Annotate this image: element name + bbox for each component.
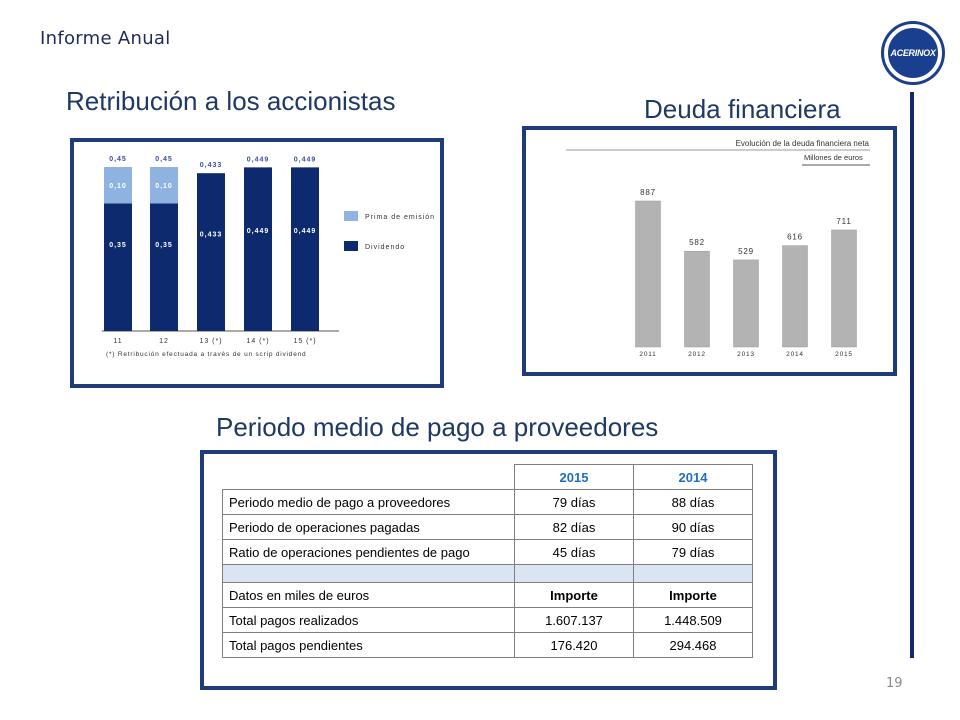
row-value-2014: 90 días — [634, 515, 753, 540]
row-label: Total pagos realizados — [223, 608, 515, 633]
legend-label-dividend: Dividendo — [365, 244, 406, 251]
prima-label: 0,10 — [109, 183, 127, 191]
row-value-2014: 79 días — [634, 540, 753, 565]
row-label: Periodo de operaciones pagadas — [223, 515, 515, 540]
dividend-label: 0,35 — [109, 241, 127, 249]
dividend-chart — [74, 142, 440, 384]
row-value-2014: 1.448.509 — [634, 608, 753, 633]
row-value-2015: 176.420 — [515, 633, 634, 658]
row-value-2014: 294.468 — [634, 633, 753, 658]
acerinox-logo — [884, 24, 942, 82]
chart-title: Evolución de la deuda financiera neta — [735, 139, 869, 148]
row-label: Datos en miles de euros — [223, 583, 515, 608]
row-value-2015: 79 días — [515, 490, 634, 515]
dividend-label: 0,449 — [293, 227, 317, 235]
value-label: 582 — [689, 238, 705, 248]
value-label: 711 — [836, 216, 852, 226]
table-spacer-row — [223, 565, 753, 583]
dividend-bar — [104, 203, 132, 331]
category-label: 2013 — [737, 351, 755, 358]
table-header-2015: 2015 — [515, 465, 634, 490]
row-label: Ratio de operaciones pendientes de pago — [223, 540, 515, 565]
row-value-2015: Importe — [515, 583, 634, 608]
category-label: 2012 — [688, 351, 706, 358]
row-label: Total pagos pendientes — [223, 633, 515, 658]
report-title: Informe Anual — [40, 28, 171, 49]
legend-swatch-dividend — [344, 241, 358, 251]
vertical-divider — [910, 92, 914, 658]
chart-footnote: (*) Retribución efectuada a través de un scrip dividend — [106, 351, 307, 358]
dividend-bar — [291, 167, 319, 331]
category-label: 15 (*) — [293, 338, 317, 345]
debt-bar — [685, 251, 710, 347]
category-label: 13 (*) — [199, 338, 223, 345]
dividend-label: 0,35 — [155, 241, 173, 249]
payment-table — [222, 464, 753, 658]
row-label: Periodo medio de pago a proveedores — [223, 490, 515, 515]
deuda-title: Deuda financiera — [644, 94, 841, 124]
category-label: 12 — [159, 338, 169, 345]
total-label: 0,449 — [293, 156, 317, 164]
table-row — [223, 515, 753, 540]
dividend-bar — [244, 167, 272, 331]
value-label: 616 — [787, 232, 803, 242]
spacer-cell — [223, 565, 515, 583]
total-label: 0,45 — [109, 156, 127, 163]
legend-swatch-prima — [344, 211, 358, 221]
category-label: 2014 — [786, 351, 804, 358]
row-value-2014: 88 días — [634, 490, 753, 515]
category-label: 2011 — [639, 351, 657, 358]
spacer-cell — [634, 565, 753, 583]
category-label: 14 (*) — [246, 338, 270, 345]
debt-bar — [832, 230, 857, 347]
total-label: 0,433 — [199, 162, 223, 170]
table-header-empty — [223, 465, 515, 490]
debt-bar — [783, 246, 808, 347]
periodo-title: Periodo medio de pago a proveedores — [216, 412, 659, 442]
prima-label: 0,10 — [155, 183, 173, 191]
value-label: 529 — [738, 246, 754, 256]
spacer-cell — [515, 565, 634, 583]
row-value-2015: 82 días — [515, 515, 634, 540]
page-number: 19 — [886, 676, 903, 691]
total-label: 0,45 — [155, 156, 173, 163]
table-header-row — [223, 465, 753, 490]
total-label: 0,449 — [246, 156, 270, 164]
deuda-panel — [522, 126, 897, 376]
periodo-panel — [200, 450, 777, 690]
retribucion-panel — [70, 138, 444, 388]
value-label: 887 — [640, 188, 656, 197]
table-row — [223, 608, 753, 633]
table-row — [223, 490, 753, 515]
chart-subtitle: Millones de euros — [804, 153, 863, 162]
debt-bar — [734, 260, 759, 347]
row-value-2014: Importe — [634, 583, 753, 608]
table-row — [223, 540, 753, 565]
dividend-label: 0,449 — [246, 227, 270, 235]
row-value-2015: 1.607.137 — [515, 608, 634, 633]
category-label: 11 — [113, 338, 123, 345]
retribucion-title: Retribución a los accionistas — [66, 86, 396, 116]
table-row — [223, 583, 753, 608]
legend-label-prima: Prima de emisión — [365, 214, 436, 221]
table-row — [223, 633, 753, 658]
row-value-2015: 45 días — [515, 540, 634, 565]
table-header-2014: 2014 — [634, 465, 753, 490]
debt-bar — [636, 201, 661, 347]
category-label: 2015 — [835, 351, 853, 358]
logo-text: ACERINOX — [890, 48, 936, 58]
dividend-bar — [197, 173, 225, 331]
dividend-label: 0,433 — [199, 231, 223, 239]
debt-chart — [526, 130, 893, 372]
dividend-bar — [150, 203, 178, 331]
